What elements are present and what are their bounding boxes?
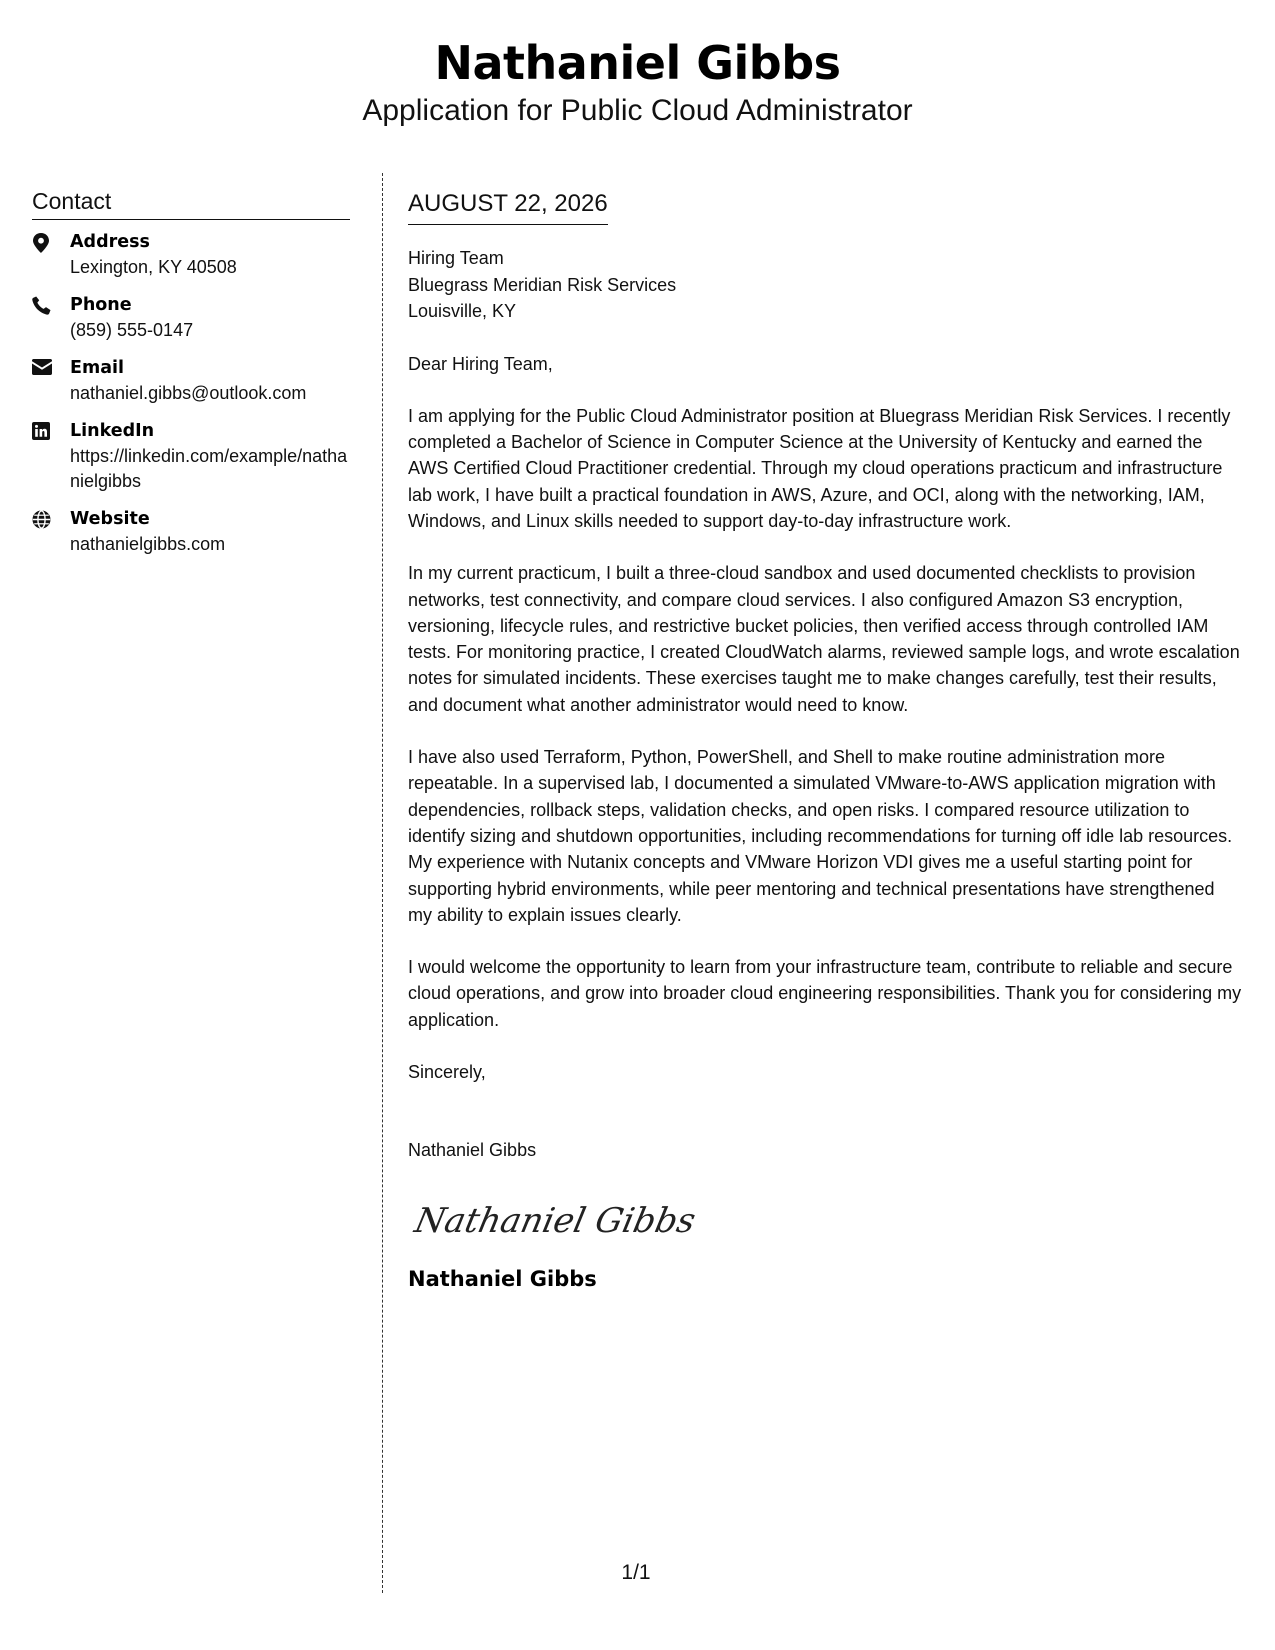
contact-label: Phone [70,295,132,315]
recipient-block [408,245,1243,325]
recipient-line: Bluegrass Meridian Risk Services [408,274,677,295]
contact-linkedin [32,419,350,494]
phone-icon [32,293,70,315]
closing: Sincerely, [408,1062,486,1083]
body-paragraph: I would welcome the opportunity to learn from your infrastructure team, contribute to reliable and secure cloud operations, and grow into broader cloud engineering responsibilities. Thank you for considering my application. [408,957,1242,1030]
closing-name: Nathaniel Gibbs [408,1140,537,1161]
contact-sidebar [32,188,350,570]
cover-letter-body [408,190,1243,1292]
contact-website [32,507,350,557]
contact-label: Email [70,358,124,378]
column-divider [382,173,383,1593]
map-pin-icon [32,230,70,253]
page-number: 1/1 [621,1561,651,1584]
body-paragraph: I have also used Terraform, Python, PowerShell, and Shell to make routine administration more repeatable. In a supervised lab, I documented a simulated VMware-to-AWS application migration with dependencies, rollback steps, validation checks, and open risks. I compared resource utilization to identify sizing and shutdown opportunities, including recommendations for turning off idle lab resources. My experience with Nutanix concepts and VMware Horizon VDI gives me a useful starting point for supporting hybrid environments, while peer mentoring and technical presentations have strengthened my ability to explain issues clearly. [408,747,1233,925]
body-paragraph: In my current practicum, I built a three-cloud sandbox and used documented checklists to provision networks, test connectivity, and compare cloud services. I also configured Amazon S3 encryption, versioning, lifecycle rules, and restrictive bucket policies, then verified access through controlled IAM tests. For monitoring practice, I created CloudWatch alarms, reviewed sample logs, and wrote escalation notes for simulated incidents. These exercises taught me to make changes carefully, test their results, and document what another administrator would need to know. [408,563,1240,715]
body-paragraph: I am applying for the Public Cloud Administrator position at Bluegrass Meridian Risk Services. I recently completed a Bachelor of Science in Computer Science at the University of Kentucky and earned the AWS Certified Cloud Practitioner credential. Through my cloud operations practicum and infrastructure lab work, I have built a practical foundation in AWS, Azure, and OCI, along with the networking, IAM, Windows, and Linux skills needed to support day-to-day infrastructure work. [408,405,1231,531]
letter-date: AUGUST 22, 2026 [408,190,608,225]
contact-phone [32,293,350,343]
linkedin-icon [32,419,70,440]
signature-printed-name: Nathaniel Gibbs [408,1266,597,1291]
contact-email [32,356,350,406]
contact-address [32,230,350,280]
handwritten-signature [408,1190,1243,1260]
recipient-line: Hiring Team [408,248,504,268]
contact-value: Lexington, KY 40508 [70,257,237,277]
contact-heading: Contact [32,188,350,220]
contact-label: LinkedIn [70,421,155,441]
applicant-name: Nathaniel Gibbs [434,36,841,90]
contact-value: https://linkedin.com/example/nathanielgibbs [70,446,348,491]
recipient-line: Louisville, KY [408,301,517,321]
salutation: Dear Hiring Team, [408,353,553,374]
contact-value: (859) 555-0147 [70,320,194,340]
application-subtitle: Application for Public Cloud Administrator [362,94,913,127]
svg-text:Nathaniel Gibbs: Nathaniel Gibbs [411,1200,699,1241]
contact-value: nathanielgibbs.com [70,534,226,554]
contact-value: nathaniel.gibbs@outlook.com [70,383,307,403]
globe-icon [32,507,70,529]
contact-label: Address [70,232,150,252]
envelope-icon [32,356,70,375]
contact-label: Website [70,509,150,529]
